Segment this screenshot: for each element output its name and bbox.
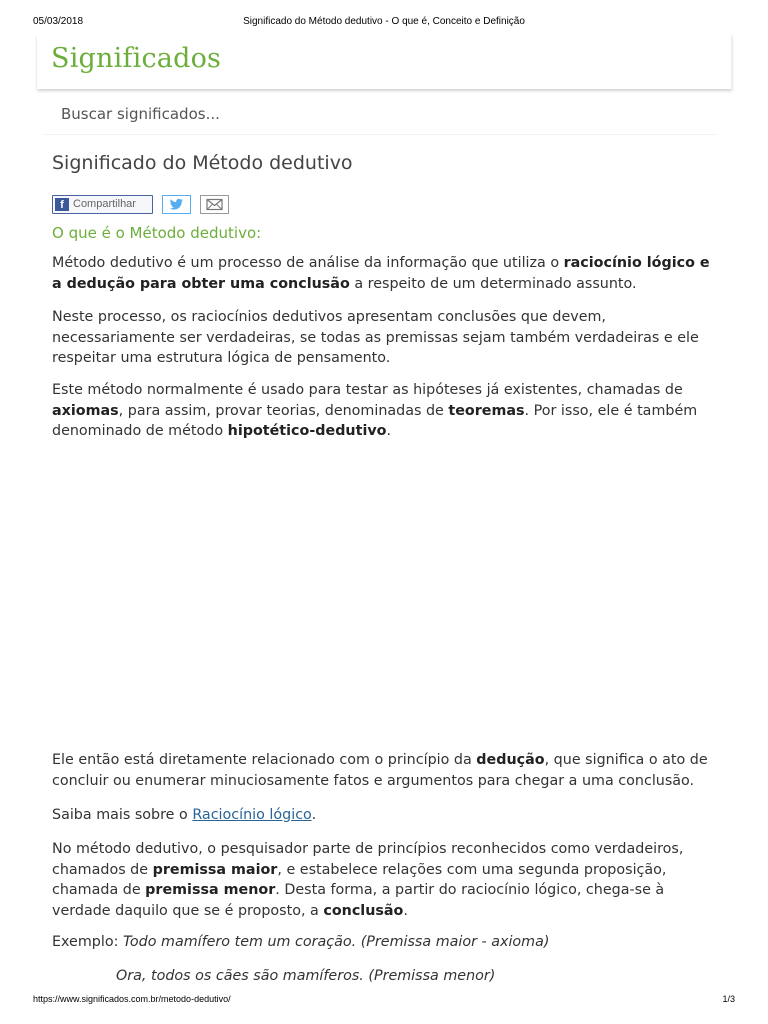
paragraph-1 xyxy=(52,253,720,294)
p3-text-3: . Por isso, ele é também denominado de método xyxy=(52,402,698,439)
site-logo[interactable]: Significados xyxy=(51,43,222,74)
article-subtitle: O que é o Método dedutivo: xyxy=(52,224,262,242)
p6-bold-premissa-maior: premissa maior xyxy=(152,861,278,878)
print-footer xyxy=(0,994,768,1008)
p1-text-end: a respeito de um determinado assunto. xyxy=(349,275,637,292)
p3-text-2: , para assim, provar teorias, denominadas de xyxy=(118,402,449,419)
search-input[interactable] xyxy=(43,96,721,132)
site-header xyxy=(37,35,732,89)
p3-bold-teoremas: teoremas xyxy=(448,402,525,419)
facebook-icon: f xyxy=(55,198,69,211)
facebook-share-label: Compartilhar xyxy=(73,198,136,210)
twitter-share-button[interactable] xyxy=(162,195,191,214)
p3-text: Este método normalmente é usado para testar as hipóteses já existentes, chamadas de xyxy=(52,382,683,398)
paragraph-6 xyxy=(52,839,720,921)
p6-text: No método dedutivo, o pesquisador parte de princípios reconhecidos como verdadeiros, chamados de xyxy=(52,841,684,878)
p4-text-end: , que significa o ato de concluir ou enumerar minuciosamente fatos e argumentos para chegar a uma conclusão. xyxy=(52,752,708,789)
p6-bold-premissa-menor: premissa menor xyxy=(145,882,276,898)
example-premissa-maior: Todo mamífero tem um coração. (Premissa maior - axioma) xyxy=(122,934,550,950)
article xyxy=(52,150,720,984)
p1-bold: raciocínio lógico e a dedução para obter uma conclusão xyxy=(52,255,710,292)
print-page-title: Significado do Método dedutivo - O que é, Conceito e Definição xyxy=(243,16,525,27)
example-label: Exemplo: xyxy=(52,934,123,950)
p6-text-3: . Desta forma, a partir do raciocínio lógico, chega-se à verdade daquilo que se é proposto, a xyxy=(52,882,665,919)
p3-bold-hipotetico: hipotético-dedutivo xyxy=(227,423,387,439)
example-line-1 xyxy=(52,932,720,953)
example-line-2 xyxy=(116,966,716,987)
paragraph-3 xyxy=(52,380,720,442)
print-url: https://www.significados.com.br/metodo-dedutivo/ xyxy=(33,994,231,1004)
p4-bold: dedução xyxy=(476,752,545,768)
example-premissa-menor: Ora, todos os cães são mamíferos. (Premissa menor) xyxy=(116,968,496,984)
mail-icon xyxy=(201,196,228,213)
print-header xyxy=(0,16,768,30)
p5-text: Saiba mais sobre o xyxy=(52,807,193,823)
p1-text: Método dedutivo é um processo de análise da informação que utiliza o xyxy=(52,255,564,271)
p3-bold-axiomas: axiomas xyxy=(52,402,119,419)
paragraph-2: Neste processo, os raciocínios dedutivos apresentam conclusões que devem, necessariamente ser verdadeiras, se todas as premissas sejam também verdadeiras e ele respeitar uma estrutura lógica de pensamento. xyxy=(52,309,699,366)
p5-text-end: . xyxy=(311,807,317,823)
paragraph-5 xyxy=(52,805,720,826)
p3-text-end: . xyxy=(386,423,392,439)
p6-text-end: . xyxy=(403,902,408,919)
p6-bold-conclusao: conclusão xyxy=(323,902,404,919)
facebook-share-button[interactable] xyxy=(52,195,153,214)
raciocinio-logico-link[interactable]: Raciocínio lógico xyxy=(192,807,312,823)
p4-text: Ele então está diretamente relacionado com o princípio da xyxy=(52,752,477,768)
paragraph-4 xyxy=(52,750,720,791)
p6-text-2: , e estabelece relações com uma segunda proposição, chamada de xyxy=(52,861,667,898)
email-share-button[interactable] xyxy=(200,195,229,214)
search-bar xyxy=(43,96,717,135)
print-page-number: 1/3 xyxy=(722,994,735,1004)
print-date: 05/03/2018 xyxy=(33,16,84,27)
article-title: Significado do Método dedutivo xyxy=(52,152,353,174)
twitter-icon xyxy=(163,196,190,213)
